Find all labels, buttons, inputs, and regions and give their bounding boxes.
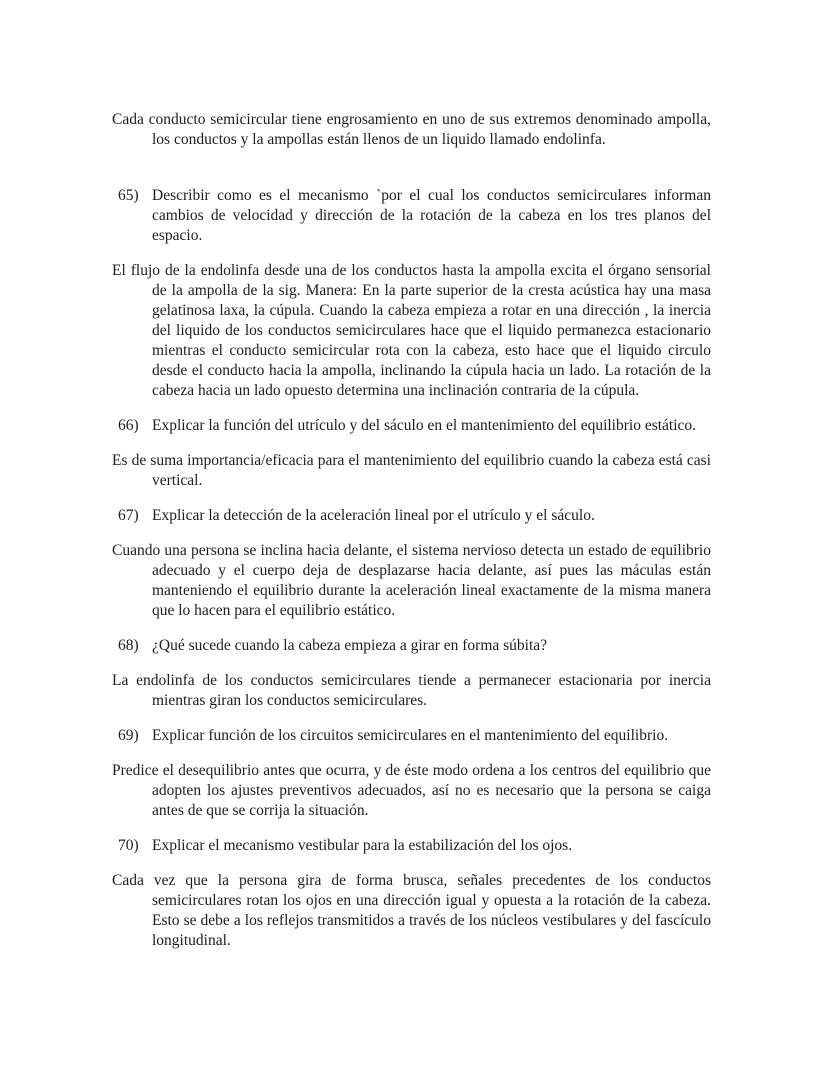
answer-paragraph-65: El flujo de la endolinfa desde una de los conductos hasta la ampolla excita el órgano sensorial de la ampolla de la sig. Manera: En la parte superior de la cresta acústica hay una masa gelatinosa laxa, la cúpula. Cuando la cabeza empieza a rotar en una dirección , la inercia del liquido de los conductos semicirculares hace que el liquido permanezca estacionario mientras el conducto semicircular rota con la cabeza, esto hace que el liquido circulo desde el conducto hacia la ampolla, inclinando la cúpula hacia un lado. La rotación de la cabeza hacia un lado opuesto determina una inclinación contraria de la cúpula.: [112, 262, 711, 399]
question-number: 68): [118, 637, 139, 654]
answer-paragraph-68: La endolinfa de los conductos semicirculares tiende a permanecer estacionaria por inercia mientras giran los conductos semicirculares.: [112, 672, 711, 709]
question-item-68: [112, 636, 711, 656]
question-text: Explicar la función del utrículo y del sáculo en el mantenimiento del equilibrio estático.: [152, 417, 697, 434]
question-number: 70): [118, 837, 139, 854]
intro-paragraph: Cada conducto semicircular tiene engrosamiento en uno de sus extremos denominado ampolla, los conductos y la ampollas están llenos de un liquido llamado endolinfa.: [112, 111, 711, 148]
question-text: Explicar función de los circuitos semicirculares en el mantenimiento del equilibrio.: [152, 727, 669, 744]
question-number: 69): [118, 727, 139, 744]
question-number: 66): [118, 417, 139, 434]
question-item-69: [112, 726, 711, 746]
question-item-65: [112, 186, 711, 246]
answer-paragraph-70: Cada vez que la persona gira de forma brusca, señales precedentes de los conductos semicirculares rotan los ojos en una dirección igual y opuesta a la rotación de la cabeza. Esto se debe a los reflejos transmitidos a través de los núcleos vestibulares y del fascículo longitudinal.: [112, 872, 711, 949]
question-item-67: [112, 506, 711, 526]
answer-paragraph-69: Predice el desequilibrio antes que ocurra, y de éste modo ordena a los centros del equilibrio que adopten los ajustes preventivos adecuados, así no es necesario que la persona se caiga antes de que se corrija la situación.: [112, 762, 711, 819]
question-text: ¿Qué sucede cuando la cabeza empieza a girar en forma súbita?: [152, 637, 548, 654]
question-number: 67): [118, 507, 139, 524]
question-text: Describir como es el mecanismo `por el cual los conductos semicirculares informan cambios de velocidad y dirección de la rotación de la cabeza en los tres planos del espacio.: [152, 187, 711, 244]
question-text: Explicar la detección de la aceleración lineal por el utrículo y el sáculo.: [152, 507, 595, 524]
question-item-70: [112, 836, 711, 856]
question-text: Explicar el mecanismo vestibular para la estabilización del los ojos.: [152, 837, 573, 854]
question-item-66: [112, 416, 711, 436]
question-number: 65): [118, 187, 139, 204]
text-content: [112, 110, 711, 966]
answer-paragraph-66: Es de suma importancia/eficacia para el mantenimiento del equilibrio cuando la cabeza está casi vertical.: [112, 452, 711, 489]
answer-paragraph-67: Cuando una persona se inclina hacia delante, el sistema nervioso detecta un estado de equilibrio adecuado y el cuerpo deja de desplazarse hacia delante, así pues las máculas están manteniendo el equilibrio durante la aceleración lineal exactamente de la misma manera que lo hacen para el equilibrio estático.: [112, 542, 711, 619]
